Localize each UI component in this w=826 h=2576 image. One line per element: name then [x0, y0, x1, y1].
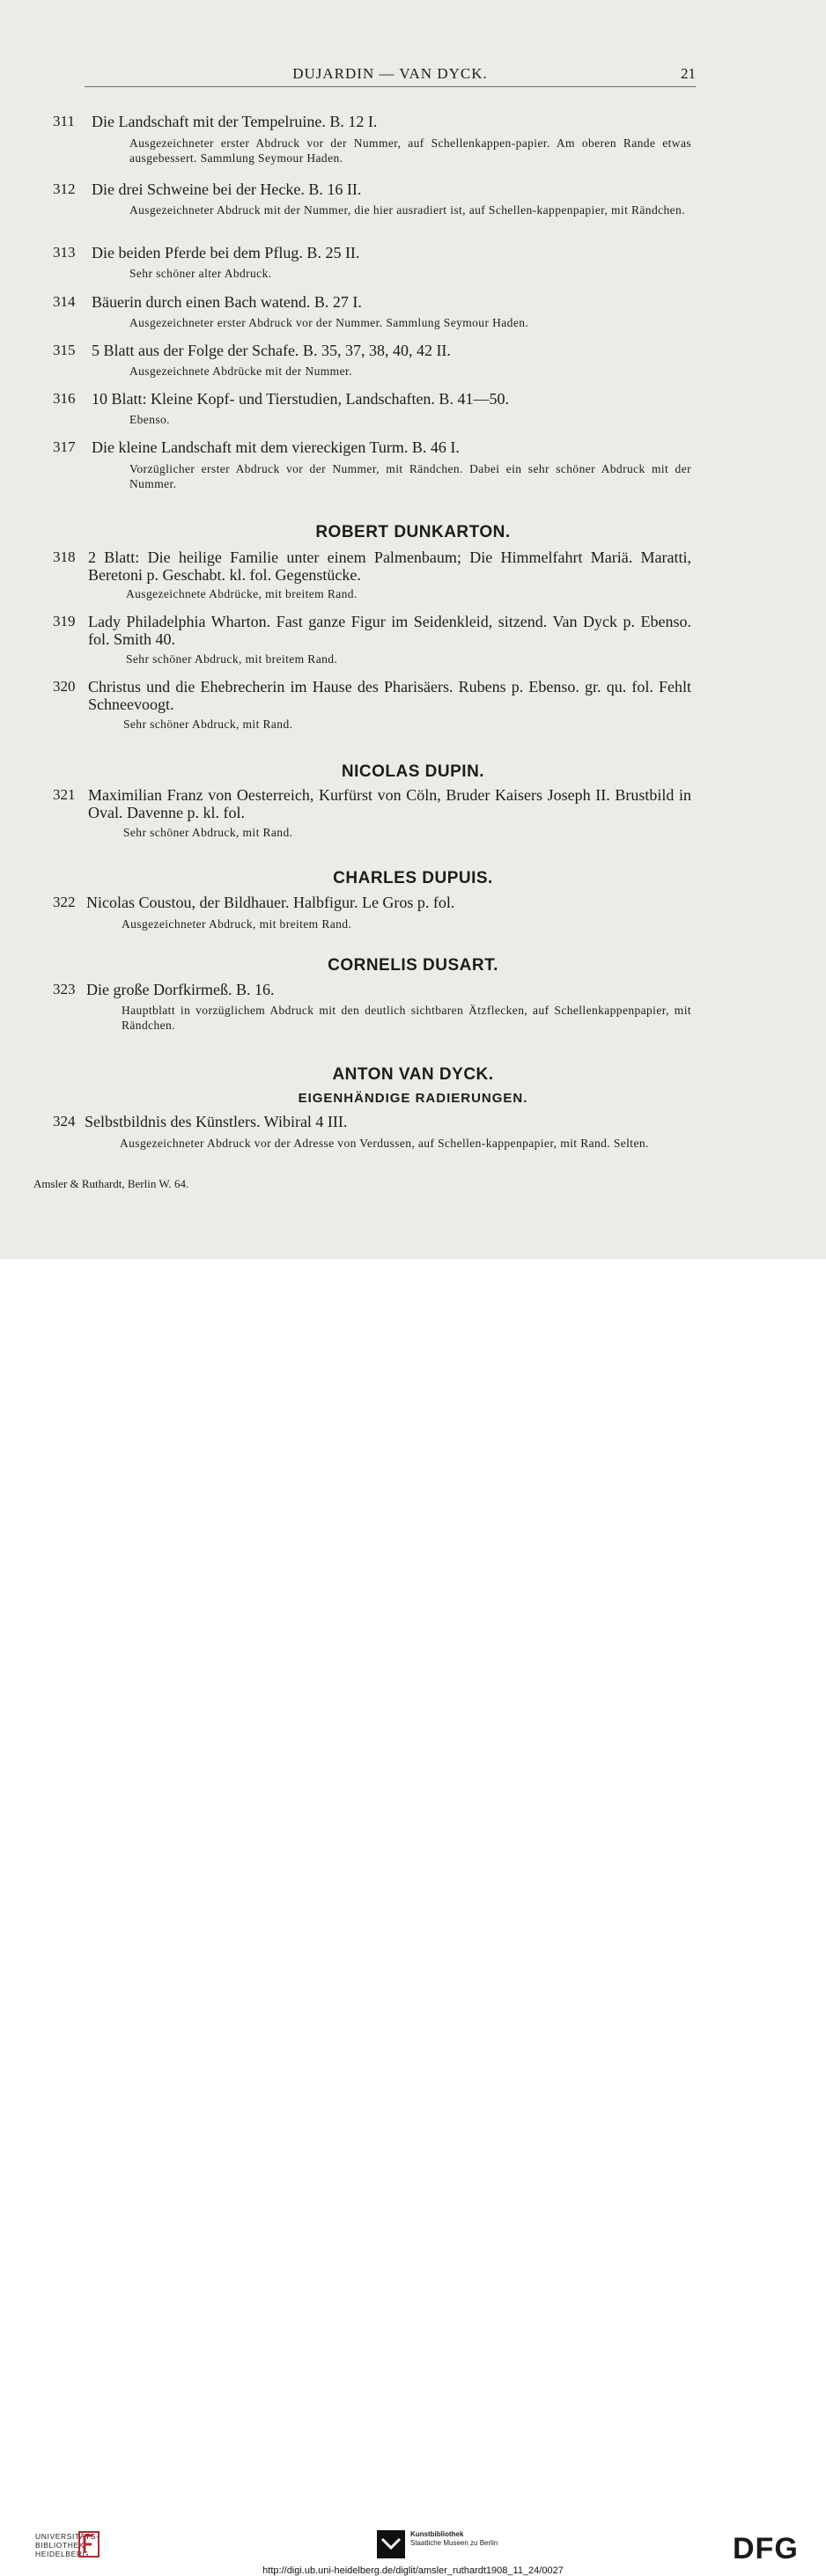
entry-description: Sehr schöner Abdruck, mit Rand. — [123, 826, 293, 839]
page-number: 21 — [681, 65, 696, 82]
entry-description: Sehr schöner Abdruck, mit Rand. — [123, 718, 293, 731]
uni-label-line2: BIBLIOTHEK — [35, 2541, 85, 2550]
footer-bar — [0, 1259, 826, 2576]
entry-title: 5 Blatt aus der Folge der Schafe. B. 35, 37, 38, 40, 42 II. — [92, 342, 451, 359]
entry-description: Ausgezeichneter erster Abdruck vor der Nummer. Sammlung Seymour Haden. — [129, 316, 529, 329]
kb-label-line1: Kunstbibliothek — [410, 2530, 464, 2538]
entry-description: Ausgezeichnete Abdrücke mit der Nummer. — [129, 364, 352, 378]
entry-title: Maximilian Franz von Oesterreich, Kurfürst von Cöln, Bruder Kaisers Joseph II. Brustbild in Oval. Davenne p. kl. fol. — [88, 786, 691, 821]
entry-title: Nicolas Coustou, der Bildhauer. Halbfigur. Le Gros p. fol. — [86, 894, 455, 911]
kunstbibliothek-label — [410, 2530, 498, 2548]
entry-title: Selbstbildnis des Künstlers. Wibiral 4 III. — [85, 1113, 348, 1130]
section-heading: ROBERT DUNKARTON. — [315, 523, 511, 541]
entry-description: Ausgezeichneter erster Abdruck vor der Nummer, auf Schellenkappen-papier. Am oberen Rande etwas ausgebessert. Sammlung Seymour Haden. — [129, 136, 691, 165]
entry-number: 311 — [53, 113, 75, 129]
section-heading: ANTON VAN DYCK. — [332, 1065, 494, 1084]
kb-label-line2: Staatliche Museen zu Berlin — [410, 2539, 498, 2547]
entry-title: Die beiden Pferde bei dem Pflug. B. 25 II. — [92, 244, 360, 261]
kunstbibliothek-logo-icon — [377, 2530, 405, 2558]
header-title: DUJARDIN — VAN DYCK. — [292, 65, 488, 82]
entry-number: 314 — [53, 293, 76, 310]
entry-number: 318 — [53, 548, 76, 565]
entry-title: Lady Philadelphia Wharton. Fast ganze Figur im Seidenkleid, sitzend. Van Dyck p. Ebenso. fol. Smith 40. — [88, 613, 691, 648]
entry-number: 312 — [53, 180, 76, 197]
entry-title: Die große Dorfkirmeß. B. 16. — [86, 981, 275, 998]
section-heading: CHARLES DUPUIS. — [333, 869, 493, 887]
entry-number: 313 — [53, 244, 76, 261]
subsection-heading: EIGENHÄNDIGE RADIERUNGEN. — [298, 1091, 528, 1106]
entry-description: Vorzüglicher erster Abdruck vor der Nummer, mit Rändchen. Dabei ein sehr schöner Abdruck mit der Nummer. — [129, 462, 691, 490]
entry-title: 10 Blatt: Kleine Kopf- und Tierstudien, Landschaften. B. 41—50. — [92, 390, 509, 408]
entry-description: Ausgezeichnete Abdrücke, mit breitem Rand. — [126, 587, 358, 600]
source-url-link[interactable]: http://digi.ub.uni-heidelberg.de/diglit/amsler_ruthardt1908_11_24/0027 — [262, 2565, 564, 2576]
entry-title: Die drei Schweine bei der Hecke. B. 16 II. — [92, 180, 362, 198]
scanned-page — [0, 0, 826, 1259]
entry-title: Die Landschaft mit der Tempelruine. B. 12 I. — [92, 113, 378, 130]
entry-number: 315 — [53, 342, 76, 358]
entry-number: 316 — [53, 390, 76, 407]
entry-number: 320 — [53, 678, 76, 695]
entry-number: 322 — [53, 894, 76, 910]
entry-description: Ebenso. — [129, 413, 170, 426]
entry-title: Christus und die Ehebrecherin im Hause des Pharisäers. Rubens p. Ebenso. gr. qu. fol. Fehlt Schneevoogt. — [88, 678, 691, 713]
dfg-logo: DFG — [733, 2532, 799, 2565]
entry-title: Bäuerin durch einen Bach watend. B. 27 I. — [92, 293, 362, 311]
heidelberg-logo-icon — [77, 2528, 100, 2560]
uni-label-line3: HEIDELBERG — [35, 2550, 89, 2558]
entry-number: 324 — [53, 1113, 76, 1130]
running-header — [85, 63, 696, 87]
printer-imprint: Amsler & Ruthardt, Berlin W. 64. — [33, 1177, 189, 1190]
entry-number: 321 — [53, 786, 76, 803]
entry-description: Ausgezeichneter Abdruck mit der Nummer, die hier ausradiert ist, auf Schellen-kappenpapier, mit Rändchen. — [129, 203, 685, 217]
entry-description: Sehr schöner alter Abdruck. — [129, 267, 272, 280]
entry-number: 319 — [53, 613, 76, 629]
entry-description: Hauptblatt in vorzüglichem Abdruck mit den deutlich sichtbaren Ätzflecken, auf Schellenkappenpapier, mit Rändchen. — [122, 1004, 691, 1032]
entry-description: Ausgezeichneter Abdruck, mit breitem Rand. — [122, 917, 352, 931]
section-heading: NICOLAS DUPIN. — [341, 762, 485, 781]
uni-label-line1: UNIVERSITÄTS- — [35, 2532, 100, 2541]
entry-title: Die kleine Landschaft mit dem viereckigen Turm. B. 46 I. — [92, 438, 460, 456]
entry-title: 2 Blatt: Die heilige Familie unter einem Palmenbaum; Die Himmelfahrt Mariä. Maratti, Beretoni p. Geschabt. kl. fol. Gegenstücke. — [88, 548, 691, 584]
entry-description: Ausgezeichneter Abdruck vor der Adresse von Verdussen, auf Schellen-kappenpapier, mit Rand. Selten. — [120, 1137, 649, 1150]
entry-number: 317 — [53, 438, 76, 455]
entry-number: 323 — [53, 981, 76, 997]
entry-description: Sehr schöner Abdruck, mit breitem Rand. — [126, 652, 338, 666]
section-heading: CORNELIS DUSART. — [328, 956, 498, 975]
